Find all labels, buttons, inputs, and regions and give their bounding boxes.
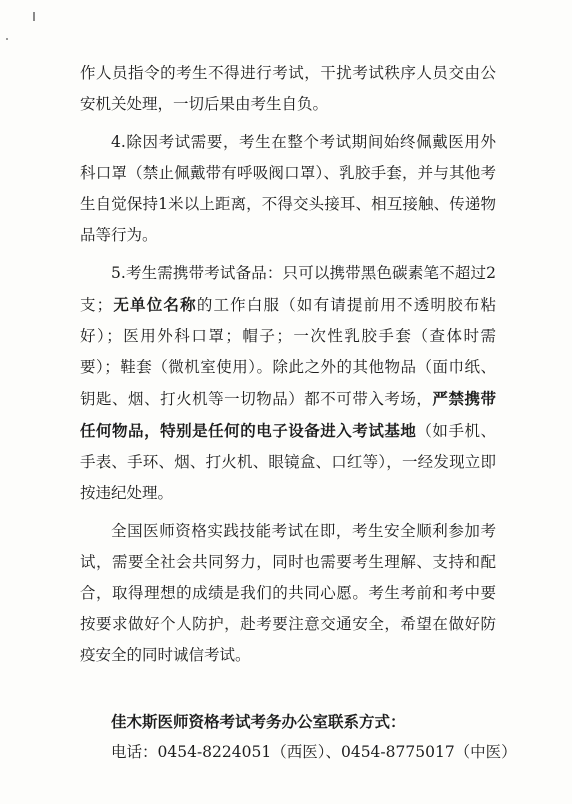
- document-body: [80, 58, 517, 768]
- closing-paragraph: 全国医师资格实践技能考试在即，考生安全顺利参加考试，需要全社会共同努力，同时也需要考生理解、支持和配合，取得理想的成绩是我们的共同心愿。考生考前和考中要按要求做好个人防护，赴考要注意交通安全，希望在做好防疫安全的同时诚信考试。: [80, 522, 496, 664]
- scan-artifact: [33, 12, 35, 21]
- rule-item-5-text: 的工作白服（如有请提前用不透明胶布粘好）；医用外科口罩；帽子；一次性乳胶手套（查体时需要）；鞋套（微机室使用）。除此之外的其他物品（面巾纸、钥匙、烟、打火机等一切物品）都不可带入考场，: [80, 296, 496, 408]
- rule-item-5-text: （如手机、手表、手环、烟、打火机、眼镜盒、口红等），一经发现立即按违纪处理。: [80, 422, 496, 502]
- rule-item-5-emphasis: 无单位名称: [112, 295, 197, 314]
- rule-item-5-text: 5.考生需携带考试备品：只可以携带黑色碳素笔不超过2支；: [80, 264, 496, 314]
- rule-item-5: [80, 258, 496, 509]
- scan-artifact: [6, 38, 8, 40]
- contact-phone: 电话：0454-8224051（西医）、0454-8775017（中医）: [111, 743, 517, 761]
- rule-item-4: 4.除因考试需要，考生在整个考试期间始终佩戴医用外科口罩（禁止佩戴带有呼吸阀口罩）、乳胶手套，并与其他考生自觉保持1米以上距离，不得交头接耳、相互接触、传递物品等行为。: [80, 133, 496, 244]
- paragraph-continuation: 作人员指令的考生不得进行考试，干扰考试秩序人员交由公安机关处理，一切后果由考生自负。: [80, 64, 496, 113]
- rule-item-5-emphasis: 严禁携带任何物品，特别是任何的电子设备进入考试基地: [80, 389, 496, 440]
- contact-heading: 佳木斯医师资格考试考务办公室联系方式：: [111, 712, 406, 731]
